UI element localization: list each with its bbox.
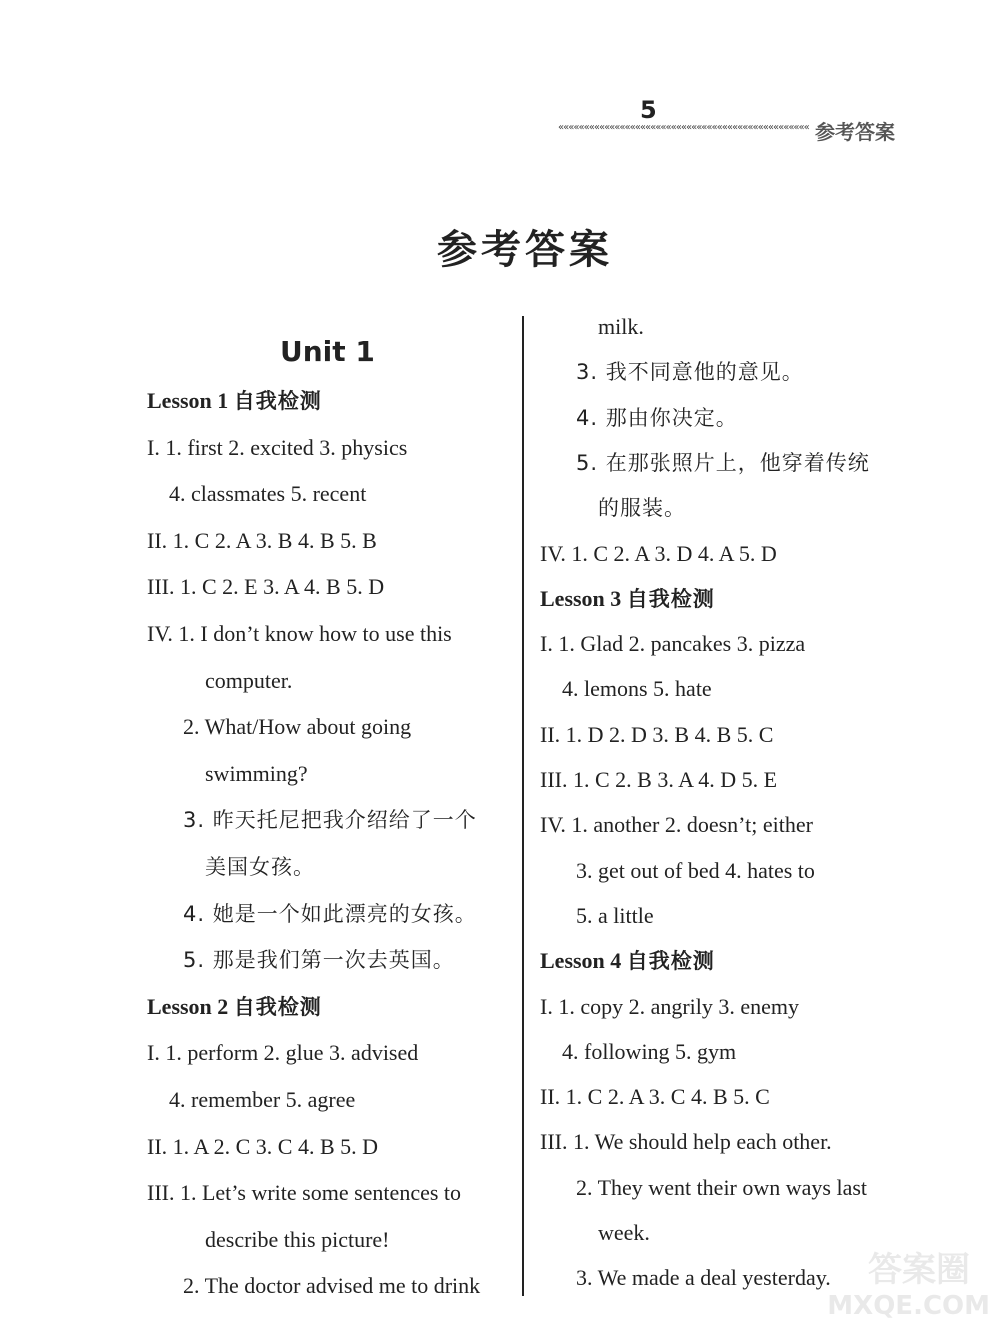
answer-line: 4. following 5. gym <box>562 1038 737 1064</box>
answer-line: II. 1. A 2. C 3. C 4. B 5. D <box>147 1133 379 1159</box>
answer-line: I. 1. copy 2. angrily 3. enemy <box>540 993 800 1019</box>
answer-line: I. 1. first 2. excited 3. physics <box>147 434 408 460</box>
answer-line: III. 1. C 2. E 3. A 4. B 5. D <box>147 574 385 600</box>
answer-line: 3. get out of bed 4. hates to <box>576 857 815 883</box>
unit-title: Unit 1 <box>280 335 375 368</box>
answer-line: III. 1. C 2. B 3. A 4. D 5. E <box>540 767 778 792</box>
lesson-heading: Lesson 3 自我检测 <box>540 585 715 611</box>
answer-line: 5. 那是我们第一次去英国。 <box>183 948 455 973</box>
answer-line: IV. 1. I don’t know how to use this <box>147 621 452 646</box>
answer-line: computer. <box>205 667 293 693</box>
answer-line: 4. lemons 5. hate <box>562 676 712 702</box>
answer-line: week. <box>598 1220 650 1245</box>
answer-line: 3. We made a deal yesterday. <box>576 1265 831 1291</box>
answer-line: 2. They went their own ways last <box>576 1174 868 1200</box>
answer-line: 2. The doctor advised me to drink <box>183 1273 481 1299</box>
answer-line: milk. <box>598 314 644 339</box>
answer-line: III. 1. We should help each other. <box>540 1129 832 1155</box>
answer-line: 4. remember 5. agree <box>169 1087 356 1112</box>
lesson-heading: Lesson 1 自我检测 <box>147 388 322 413</box>
answer-line: 3. 昨天托尼把我介绍给了一个 <box>183 808 477 833</box>
answer-line: IV. 1. another 2. doesn’t; either <box>540 812 813 838</box>
answer-line: II. 1. C 2. A 3. B 4. B 5. B <box>147 527 377 553</box>
answer-line: II. 1. C 2. A 3. C 4. B 5. C <box>540 1084 770 1110</box>
answer-line: 的服装。 <box>598 496 686 521</box>
running-title: 参考答案 <box>815 120 895 144</box>
column-divider <box>522 316 524 1296</box>
answer-line: swimming? <box>205 760 308 786</box>
answer-line: III. 1. Let’s write some sentences to <box>147 1180 462 1206</box>
watermark-text: MXQE.COM <box>827 1291 990 1321</box>
page-number: 5 <box>640 96 657 124</box>
answer-line: I. 1. Glad 2. pancakes 3. pizza <box>540 631 806 657</box>
answer-line: 5. a little <box>576 902 654 928</box>
answer-line: describe this picture! <box>205 1226 390 1252</box>
watermark-logo: 答案圈 <box>868 1250 970 1290</box>
answer-line: II. 1. D 2. D 3. B 4. B 5. C <box>540 721 774 747</box>
answer-line: IV. 1. C 2. A 3. D 4. A 5. D <box>540 540 777 566</box>
answer-line: 美国女孩。 <box>205 855 315 879</box>
answer-line: 2. What/How about going <box>183 714 412 740</box>
answer-line: 4. classmates 5. recent <box>169 481 367 507</box>
lesson-heading: Lesson 2 自我检测 <box>147 993 322 1019</box>
page-title: 参考答案 <box>437 227 613 273</box>
answer-line: 5. 在那张照片上，他穿着传统 <box>576 450 870 475</box>
answer-line: I. 1. perform 2. glue 3. advised <box>147 1040 419 1066</box>
answer-line: 3. 我不同意他的意见。 <box>576 360 804 385</box>
answer-line: 4. 她是一个如此漂亮的女孩。 <box>183 901 477 926</box>
answer-line: 4. 那由你决定。 <box>576 405 738 430</box>
lesson-heading: Lesson 4 自我检测 <box>540 948 715 974</box>
header-ornament: ««««««««««««««««««««««««««««««««««««««««««««««««« <box>558 122 809 133</box>
